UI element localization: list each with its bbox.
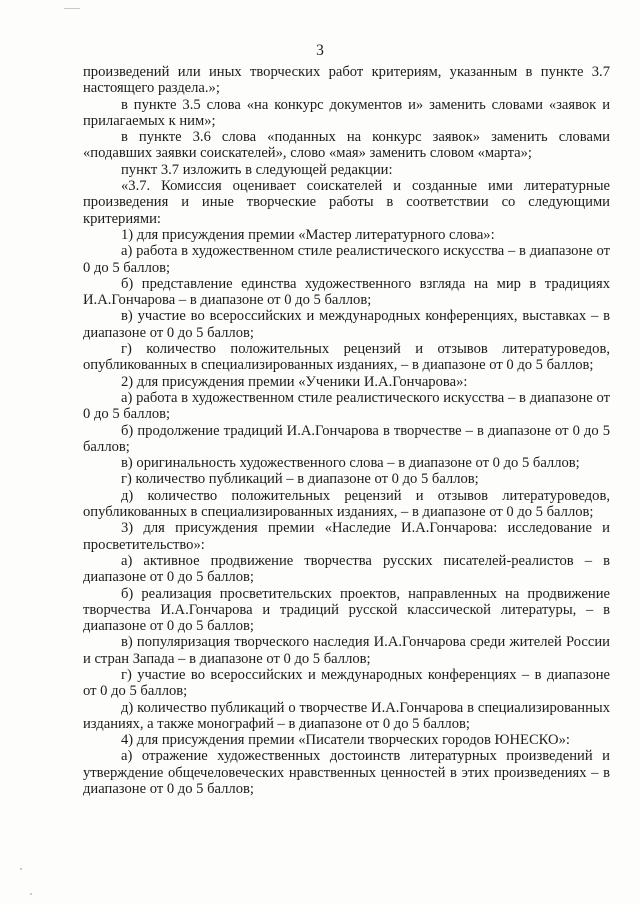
scan-artifact xyxy=(20,868,22,870)
paragraph: б) представление единства художественного взгляда на мир в традициях И.А.Гончарова – в диапазоне от 0 до 5 баллов; xyxy=(83,275,610,309)
paragraph: пункт 3.7 изложить в следующей редакции: xyxy=(121,161,393,178)
paragraph: д) количество положительных рецензий и отзывов литературоведов, опубликованных в специализированных изданиях, – в диапазоне от 0 до 5 баллов; xyxy=(83,487,610,521)
paragraph: произведений или иных творческих работ критериям, указанным в пункте 3.7 настоящего раздела.»; xyxy=(83,64,610,97)
paragraph: г) количество положительных рецензий и отзывов литературоведов, опубликованных в специализированных изданиях, – в диапазоне от 0 до 5 баллов; xyxy=(83,341,610,374)
paragraph: б) продолжение традиций И.А.Гончарова в творчестве – в диапазоне от 0 до 5 баллов; xyxy=(83,422,610,455)
paragraph: д) количество публикаций о творчестве И.А.Гончарова в специализированных изданиях, а также монографий – в диапазоне от 0 до 5 баллов; xyxy=(83,699,610,732)
paragraph: г) участие во всероссийских и международных конференциях – в диапазоне от 0 до 5 баллов; xyxy=(83,666,610,700)
document-body xyxy=(83,64,610,797)
paragraph: «3.7. Комиссия оценивает соискателей и созданные ими литературные произведения и иные творческие работы в соответствии со следующими критериями: xyxy=(83,178,610,227)
paragraph: в пункте 3.5 слова «на конкурс документов и» заменить словами «заявок и прилагаемых к ним»; xyxy=(83,96,610,129)
paragraph: в) участие во всероссийских и международных конференциях, выставках – в диапазоне от 0 до 5 баллов; xyxy=(83,308,610,341)
paragraph: а) работа в художественном стиле реалистического искусства – в диапазоне от 0 до 5 баллов; xyxy=(83,389,610,423)
paragraph: а) активное продвижение творчества русских писателей-реалистов – в диапазоне от 0 до 5 баллов; xyxy=(83,552,610,586)
paragraph: 1) для присуждения премии «Мастер литературного слова»: xyxy=(121,226,495,243)
paragraph: в пункте 3.6 слова «поданных на конкурс заявок» заменить словами «подавших заявки соискателей», слово «мая» заменить словом «марта»; xyxy=(83,129,610,162)
paragraph: г) количество публикаций – в диапазоне от 0 до 5 баллов; xyxy=(121,471,479,488)
paragraph: 2) для присуждения премии «Ученики И.А.Гончарова»: xyxy=(121,373,468,390)
scan-artifact xyxy=(30,893,32,895)
paragraph: а) работа в художественном стиле реалистического искусства – в диапазоне от 0 до 5 баллов; xyxy=(83,243,610,276)
paragraph: а) отражение художественных достоинств литературных произведений и утверждение общечеловеческих нравственных ценностей в этих произведениях – в диапазоне от 0 до 5 баллов; xyxy=(83,748,610,798)
paragraph: в) оригинальность художественного слова – в диапазоне от 0 до 5 баллов; xyxy=(121,455,580,472)
paragraph: в) популяризация творческого наследия И.А.Гончарова среди жителей России и стран Запада – в диапазоне от 0 до 5 баллов; xyxy=(83,634,610,667)
paragraph: б) реализация просветительских проектов, направленных на продвижение творчества И.А.Гончарова и традиций русской классической литературы, – в диапазоне от 0 до 5 баллов; xyxy=(83,585,610,635)
paragraph: 4) для присуждения премии «Писатели творческих городов ЮНЕСКО»: xyxy=(121,732,570,749)
scan-artifact xyxy=(64,8,80,9)
page-number: 3 xyxy=(316,42,324,59)
paragraph: 3) для присуждения премии «Наследие И.А.Гончарова: исследование и просветительство»: xyxy=(83,520,610,553)
